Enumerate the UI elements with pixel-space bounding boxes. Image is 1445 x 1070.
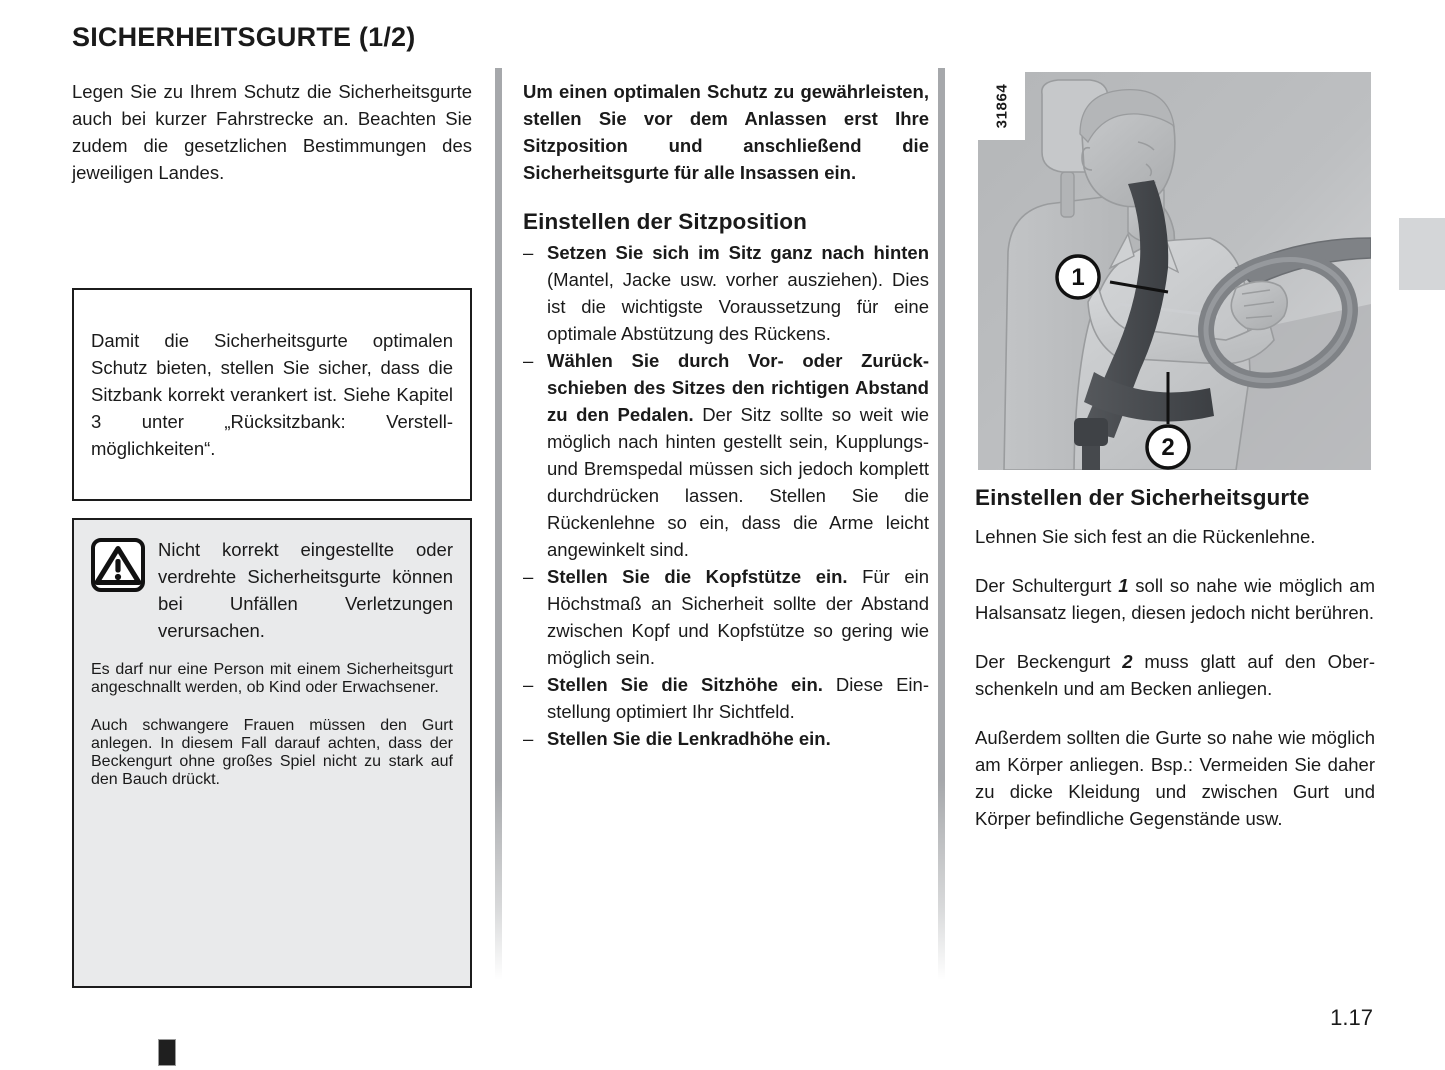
svg-text:2: 2: [1161, 434, 1175, 461]
page-title: SICHERHEITSGURTE (1/2): [72, 22, 416, 52]
list-item-rest: (Mantel, Jacke usw. vorher ausziehen). Dies ist die wichtigste Voraussetzung für eine optimale Abstützung des Rückens.: [547, 269, 929, 344]
list-item: [523, 725, 929, 752]
warning-box-header: [91, 536, 453, 644]
chapter-thumb-tab: [1399, 218, 1445, 290]
right-paragraph-4: Außerdem sollten die Gurte so nahe wie möglich am Körper anliegen. Bsp.: Vermeiden Sie daher zu dicke Kleidung und zwischen Gurt und Körper befindliche Gegenstände usw.: [975, 727, 1375, 829]
column-divider-left: [495, 68, 502, 980]
right-paragraph-2-before: Der Schultergurt: [975, 575, 1119, 596]
list-item-bold: Stellen Sie die Lenkradhöhe ein.: [547, 728, 831, 749]
middle-column: [523, 78, 929, 752]
right-paragraph-2: [975, 572, 1375, 626]
list-item: [523, 239, 929, 347]
left-column: [72, 78, 472, 186]
figure-id-label: 31864: [993, 83, 1010, 129]
list-item: [523, 563, 929, 671]
warning-paragraph-2: Auch schwangere Frauen müssen den Gurt anlegen. In diesem Fall darauf achten, dass der Beckengurt ohne großes Spiel nicht zu stark auf den Bauch drückt.: [91, 717, 453, 788]
intro-paragraph: Legen Sie zu Ihrem Schutz die Sicherheitsgurte auch bei kurzer Fahrstrecke an. Beachten Sie zudem die gesetzlichen Bestimmungen des jeweiligen Landes.: [72, 81, 472, 183]
warning-headline: Nicht korrekt eingestellte oder verdrehte Sicherheitsgurte können bei Unfällen Verletzungen verursachen.: [158, 539, 453, 641]
right-column: [975, 484, 1375, 832]
warning-box: [72, 518, 472, 988]
right-paragraph-3: [975, 648, 1375, 702]
seat-position-list: [523, 239, 929, 752]
right-paragraph-3-before: Der Beckengurt: [975, 651, 1123, 672]
info-box: [72, 288, 472, 501]
chapter-corner-mark: [158, 1039, 176, 1066]
driver-with-seatbelt-illustration: [978, 72, 1371, 470]
list-item: [523, 671, 929, 725]
middle-lead-paragraph: Um einen optimalen Schutz zu gewährleisten, stellen Sie vor dem Anlassen erst Ihre Sitzposition und anschließend die Sicherheitsgurte für alle Insassen ein.: [523, 81, 929, 183]
list-item: [523, 347, 929, 563]
right-paragraph-3-after: muss glatt auf den Oberschenkeln und am Becken anliegen.: [975, 651, 1375, 699]
list-item-rest: Diese Einstellung optimiert Ihr Sichtfeld.: [547, 674, 929, 722]
list-item-rest: Für ein Höchstmaß an Sicherheit sollte der Abstand zwischen Kopf und Kopfstütze so gering wie möglich sein.: [547, 566, 930, 668]
svg-text:1: 1: [1071, 264, 1085, 291]
right-paragraph-2-after: soll so nahe wie möglich am Halsansatz liegen, diesen jedoch nicht berühren.: [975, 575, 1376, 623]
list-item-bold: Setzen Sie sich im Sitz ganz nach hinten: [547, 242, 929, 263]
info-box-text: Damit die Sicherheitsgurte optimalen Schutz bieten, stellen Sie sicher, dass die Sitzbank korrekt verankert ist. Siehe Kapitel 3 unter „Rücksitzbank: Verstellmöglichkeiten“.: [91, 330, 453, 459]
column-divider-right: [938, 68, 945, 980]
list-item-bold: Stellen Sie die Kopfstütze ein.: [547, 566, 848, 587]
belt-reference-1: 1: [1118, 575, 1129, 596]
list-item-rest: Der Sitz sollte so weit wie möglich nach hinten gestellt sein, Kupplungs- und Bremspedal müssen sich jedoch komplett durchdrücken lassen. Stellen Sie die Rückenlehne so ein, dass die Arme leicht angewinkelt sind.: [547, 404, 929, 560]
page-number: 1.17: [1330, 1005, 1373, 1030]
warning-triangle-icon: [91, 538, 145, 592]
list-item-bold: Stellen Sie die Sitzhöhe ein.: [547, 674, 823, 695]
belt-reference-2: 2: [1122, 651, 1133, 672]
warning-paragraph-1: Es darf nur eine Person mit einem Sicherheitsgurt angeschnallt werden, ob Kind oder Erwachsener.: [91, 661, 453, 696]
heading-einstellen-der-sitzposition: Einstellen der Sitzposition: [523, 209, 807, 234]
list-item-bold: Wählen Sie durch Vor- oder Zurückschieben des Sitzes den richtigen Abstand zu den Pedalen.: [547, 350, 929, 425]
figure-id-tag: [978, 72, 1025, 140]
heading-einstellen-der-sicherheitsgurte: Einstellen der Sicherheitsgurte: [975, 485, 1310, 510]
right-paragraph-1: Lehnen Sie sich fest an die Rückenlehne.: [975, 526, 1316, 547]
